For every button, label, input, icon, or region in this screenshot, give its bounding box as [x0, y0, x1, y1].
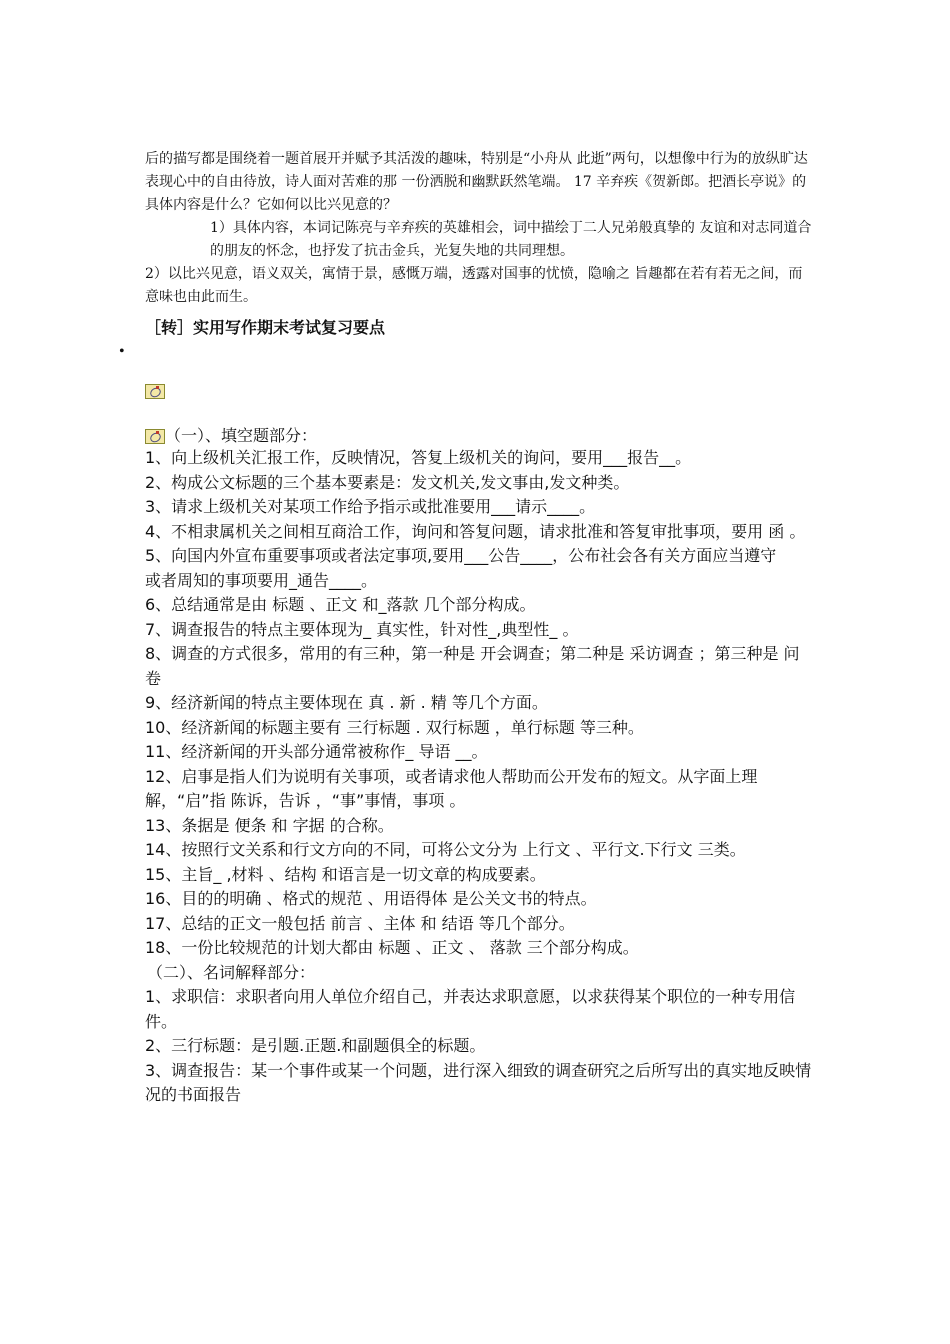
fill-blank-item: 12、启事是指人们为说明有关事项，或者请求他人帮助而公开发布的短文。从字面上理解，“启”指 陈诉，告诉 ，“事”事情，事项 。: [145, 766, 758, 810]
section-2-title: （二）、名词解释部分：: [147, 962, 316, 982]
intro-paragraph-1: 后的描写都是围绕着一题首展开并赋予其活泼的趣味，特别是“小舟从 此逝”两句，以想像中行为的放纵旷达表现心中的自由待放，诗人面对苦难的那 一份洒脱和幽默跃然笔端。 17 辛弃疾《贺新郎。把酒长亭说》的具体内容是什么？它如何以比兴见意的？: [145, 151, 808, 213]
broken-image-icon: [145, 429, 165, 444]
image-placeholder-row: [145, 382, 813, 402]
bullet-glyph: •: [119, 343, 125, 360]
fill-blank-item: 13、条据是 便条 和 字据 的合称。: [145, 815, 394, 835]
fill-blank-item: 6、总结通常是由 标题 、正文 和_落款 几个部分构成。: [145, 595, 536, 614]
document-body: [145, 426, 813, 1108]
fill-blank-item: 15、主旨_ ,材料 、结构 和语言是一切文章的构成要素。: [145, 864, 546, 884]
fill-blank-item: 11、经济新闻的开头部分通常被称作_ 导语 __。: [145, 742, 488, 761]
fill-blank-item: 或者周知的事项要用_通告____。: [145, 570, 378, 590]
broken-image-icon: [145, 384, 165, 399]
fill-blank-item: 18、一份比较规范的计划大都由 标题 、正文 、 落款 三个部分构成。: [145, 938, 639, 957]
definition-item: 3、调查报告：某一个事件或某一个问题，进行深入细致的调查研究之后所写出的真实地反映情况的书面报告: [145, 1060, 812, 1104]
fill-blank-item: 10、经济新闻的标题主要有 三行标题 . 双行标题 ，单行标题 等三种。: [145, 717, 644, 737]
fill-blank-item: 3、请求上级机关对某项工作给予指示或批准要用___请示____。: [145, 497, 596, 516]
section-1-title: （一）、填空题部分：: [165, 425, 318, 445]
section-1-title-row: [145, 426, 813, 446]
fill-blank-item: 1、向上级机关汇报工作，反映情况，答复上级机关的询问，要用___报告__。: [145, 448, 692, 467]
intro-paragraph-3: 2）以比兴见意，语义双关，寓情于景，感慨万端，透露对国事的忧愤，隐喻之 旨趣都在若有若无之间，而意味也由此而生。: [145, 266, 803, 305]
definition-item: 1、求职信：求职者向用人单位介绍自己，并表达求职意愿，以求获得某个职位的一种专用信件。: [145, 987, 796, 1031]
article-heading[interactable]: ［转］实用写作期末考试复习要点: [145, 318, 386, 337]
fill-blank-item: 14、按照行文关系和行文方向的不同，可将公文分为 上行文 、平行文.下行文 三类。: [145, 840, 746, 859]
fill-blank-item: 5、向国内外宣布重要事项或者法定事项,要用___公告____，公布社会各有关方面应当遵守: [145, 546, 777, 565]
fill-blank-item: 17、总结的正文一般包括 前言 、主体 和 结语 等几个部分。: [145, 913, 575, 933]
fill-blank-item: 9、经济新闻的特点主要体现在 真 . 新 . 精 等几个方面。: [145, 693, 548, 712]
fill-blank-item: 7、调查报告的特点主要体现为_ 真实性，针对性_,典型性_ 。: [145, 619, 579, 639]
intro-paragraph-2: 1）具体内容，本词记陈亮与辛弃疾的英雄相会，词中描绘丁二人兄弟般真挚的 友谊和对志同道合的朋友的怀念，也抒发了抗击金兵，光复失地的共同理想。: [210, 220, 812, 259]
fill-blank-item: 16、目的的明确 、格式的规范 、用语得体 是公关文书的特点。: [145, 889, 597, 908]
intro-section: [145, 148, 813, 309]
fill-blank-item: 8、调查的方式很多，常用的有三种，第一种是 开会调查；第二种是 采访调查 ；第三种是 问卷: [145, 644, 800, 688]
fill-blank-item: 4、不相隶属机关之间相互商洽工作，询问和答复问题，请求批准和答复审批事项，要用 函 。: [145, 521, 806, 541]
document-page: [119, 148, 813, 1108]
fill-blank-item: 2、构成公文标题的三个基本要素是：发文机关,发文事由,发文种类。: [145, 472, 630, 492]
bullet-point: [119, 340, 813, 364]
definition-item: 2、三行标题：是引题.正题.和副题俱全的标题。: [145, 1036, 486, 1055]
